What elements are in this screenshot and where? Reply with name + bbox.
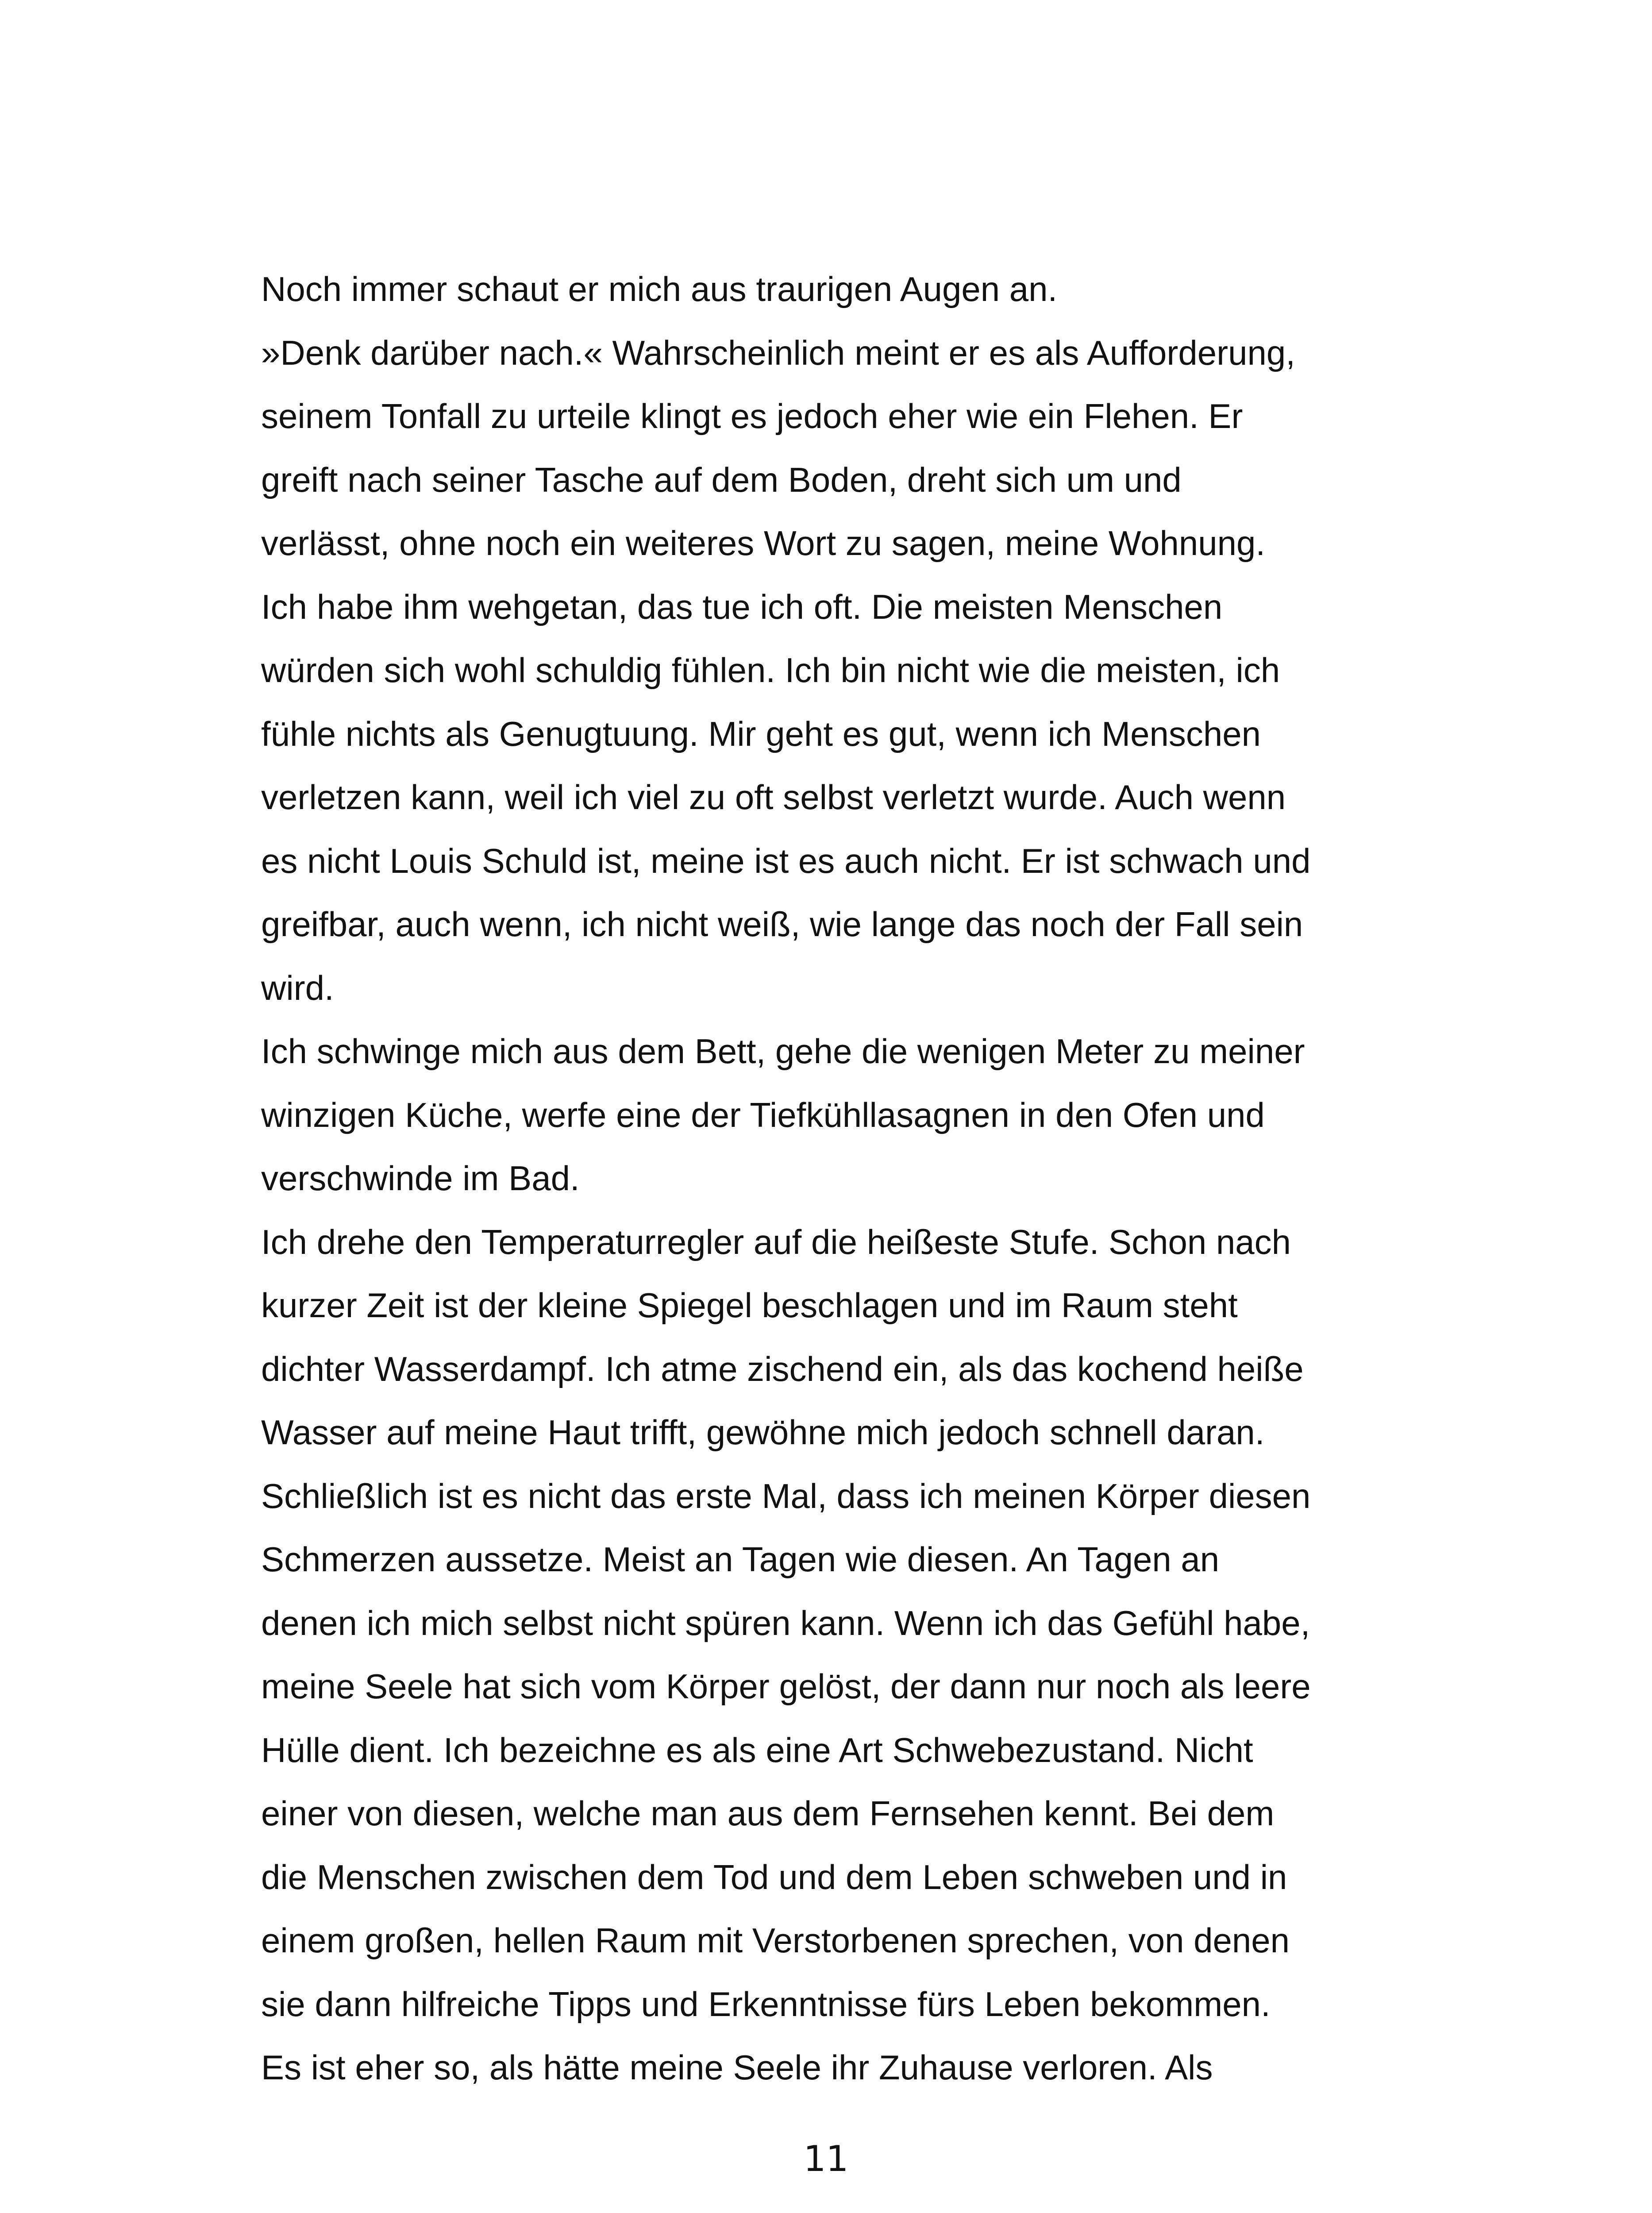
text-line: verletzen kann, weil ich viel zu oft selbst verletzt wurde. Auch wenn bbox=[261, 778, 1286, 817]
text-line: Schließlich ist es nicht das erste Mal, dass ich meinen Körper diesen bbox=[261, 1476, 1311, 1515]
text-line: verlässt, ohne noch ein weiteres Wort zu sagen, meine Wohnung. bbox=[261, 524, 1266, 563]
text-line: meine Seele hat sich vom Körper gelöst, der dann nur noch als leere bbox=[261, 1667, 1311, 1706]
text-line: Hülle dient. Ich bezeichne es als eine Art Schwebezustand. Nicht bbox=[261, 1730, 1253, 1770]
text-line: winzigen Küche, werfe eine der Tiefkühllasagnen in den Ofen und bbox=[261, 1095, 1265, 1134]
text-line: »Denk darüber nach.« Wahrscheinlich meint er es als Aufforderung, bbox=[261, 333, 1295, 372]
text-line: Ich drehe den Temperaturregler auf die heißeste Stufe. Schon nach bbox=[261, 1222, 1291, 1261]
text-line: fühle nichts als Genugtuung. Mir geht es gut, wenn ich Menschen bbox=[261, 714, 1261, 753]
text-line: verschwinde im Bad. bbox=[261, 1159, 580, 1198]
text-line: Es ist eher so, als hätte meine Seele ihr Zuhause verloren. Als bbox=[261, 2048, 1213, 2087]
text-line: es nicht Louis Schuld ist, meine ist es auch nicht. Er ist schwach und bbox=[261, 841, 1311, 880]
text-line: Wasser auf meine Haut trifft, gewöhne mich jedoch schnell daran. bbox=[261, 1413, 1265, 1452]
text-line: kurzer Zeit ist der kleine Spiegel beschlagen und im Raum steht bbox=[261, 1286, 1238, 1325]
text-line: die Menschen zwischen dem Tod und dem Leben schweben und in bbox=[261, 1857, 1287, 1897]
text-line: seinem Tonfall zu urteile klingt es jedoch eher wie ein Flehen. Er bbox=[261, 397, 1243, 436]
text-line: sie dann hilfreiche Tipps und Erkenntnisse fürs Leben bekommen. bbox=[261, 1984, 1271, 2024]
text-line: einem großen, hellen Raum mit Verstorbenen sprechen, von denen bbox=[261, 1921, 1290, 1960]
page-number: 11 bbox=[803, 2138, 849, 2179]
text-line: Noch immer schaut er mich aus traurigen Augen an. bbox=[261, 270, 1058, 308]
text-line: greift nach seiner Tasche auf dem Boden, dreht sich um und bbox=[261, 460, 1182, 499]
text-line: dichter Wasserdampf. Ich atme zischend ein, als das kochend heiße bbox=[261, 1349, 1304, 1388]
body-text bbox=[261, 258, 1412, 2100]
text-line: würden sich wohl schuldig fühlen. Ich bin nicht wie die meisten, ich bbox=[261, 651, 1280, 690]
text-line: denen ich mich selbst nicht spüren kann. Wenn ich das Gefühl habe, bbox=[261, 1603, 1310, 1642]
text-line: Ich schwinge mich aus dem Bett, gehe die wenigen Meter zu meiner bbox=[261, 1032, 1305, 1071]
text-line: Schmerzen aussetze. Meist an Tagen wie diesen. An Tagen an bbox=[261, 1540, 1220, 1579]
text-line: einer von diesen, welche man aus dem Fernsehen kennt. Bei dem bbox=[261, 1794, 1275, 1833]
text-line: Ich habe ihm wehgetan, das tue ich oft. Die meisten Menschen bbox=[261, 587, 1223, 626]
text-line: greifbar, auch wenn, ich nicht weiß, wie lange das noch der Fall sein bbox=[261, 905, 1303, 944]
text-line: wird. bbox=[261, 968, 334, 1007]
